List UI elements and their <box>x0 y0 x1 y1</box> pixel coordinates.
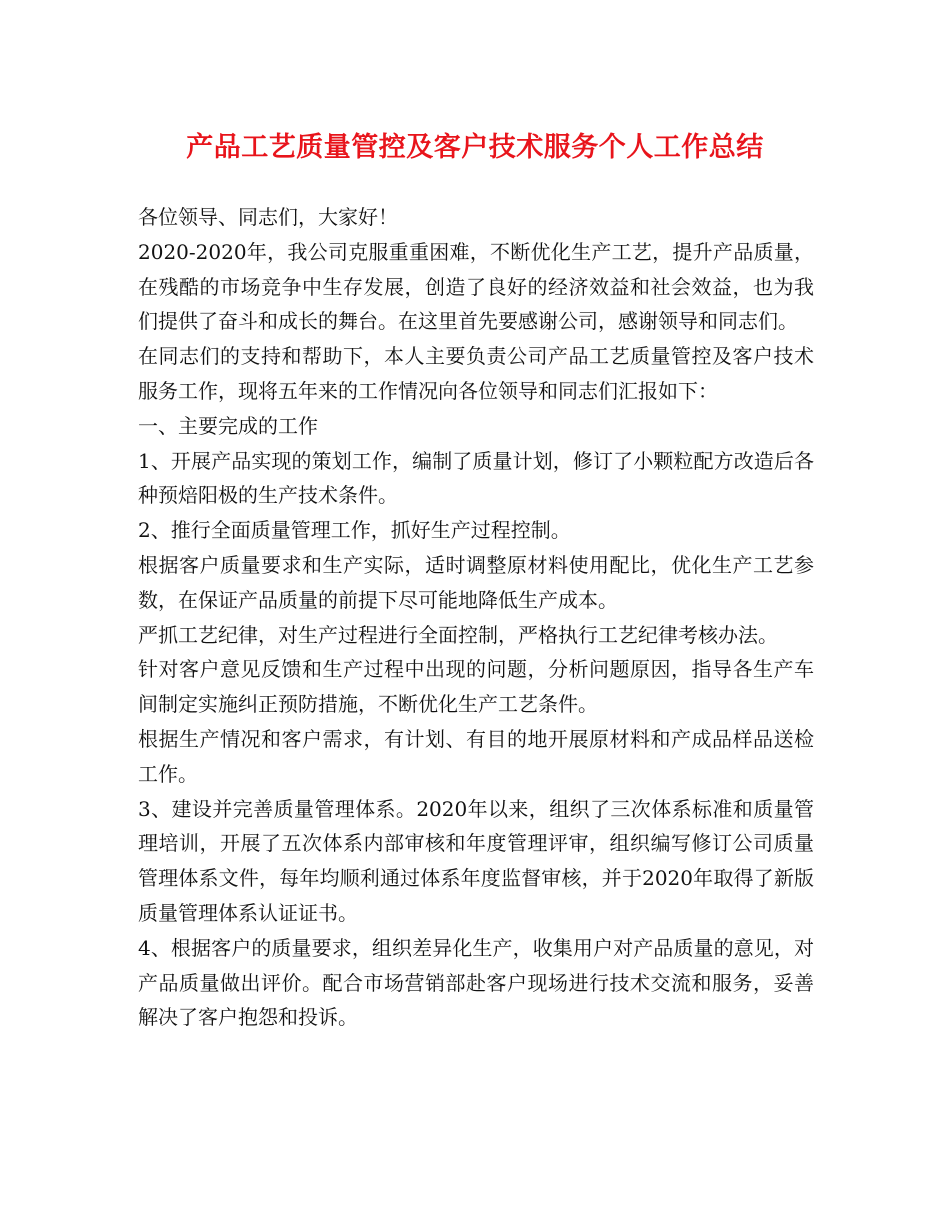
paragraph-greeting: 各位领导、同志们，大家好！ <box>138 205 398 229</box>
document-title: 产品工艺质量管控及客户技术服务个人工作总结 <box>186 132 764 163</box>
paragraph-item-2-detail-a: 根据客户质量要求和生产实际，适时调整原材料使用配比，优化生产工艺参数，在保证产品质量的前提下尽可能地降低生产成本。 <box>138 552 814 612</box>
paragraph-item-4: 4、根据客户的质量要求，组织差异化生产，收集用户对产品质量的意见，对产品质量做出评价。配合市场营销部赴客户现场进行技术交流和服务，妥善解决了客户抱怨和投诉。 <box>138 935 814 1030</box>
section-heading-main-work: 一、主要完成的工作 <box>138 413 318 438</box>
paragraph-item-2-detail-b: 严抓工艺纪律，对生产过程进行全面控制，严格执行工艺纪律考核办法。 <box>138 622 778 647</box>
paragraph-item-2-detail-c: 针对客户意见反馈和生产过程中出现的问题，分析问题原因，指导各生产车间制定实施纠正预防措施，不断优化生产工艺条件。 <box>138 657 814 717</box>
paragraph-item-2-detail-d: 根据生产情况和客户需求，有计划、有目的地开展原材料和产成品样品送检工作。 <box>138 726 814 786</box>
paragraph-item-2: 2、推行全面质量管理工作，抓好生产过程控制。 <box>138 518 571 543</box>
paragraph-responsibility: 在同志们的支持和帮助下，本人主要负责公司产品工艺质量管控及客户技术服务工作，现将五年来的工作情况向各位领导和同志们汇报如下： <box>138 344 814 403</box>
paragraph-item-1: 1、开展产品实现的策划工作，编制了质量计划，修订了小颗粒配方改造后各种预焙阳极的生产技术条件。 <box>138 448 814 508</box>
document-body <box>138 200 814 1035</box>
paragraph-intro: 2020-2020年，我公司克服重重困难，不断优化生产工艺，提升产品质量，在残酷的市场竞争中生存发展，创造了良好的经济效益和社会效益，也为我们提供了奋斗和成长的舞台。在这里首先要感谢公司，感谢领导和同志们。 <box>138 239 814 334</box>
paragraph-item-3: 3、建设并完善质量管理体系。2020年以来，组织了三次体系标准和质量管理培训，开展了五次体系内部审核和年度管理评审，组织编写修订公司质量管理体系文件，每年均顺利通过体系年度监督审核，并于2020年取得了新版质量管理体系认证证书。 <box>138 796 814 925</box>
